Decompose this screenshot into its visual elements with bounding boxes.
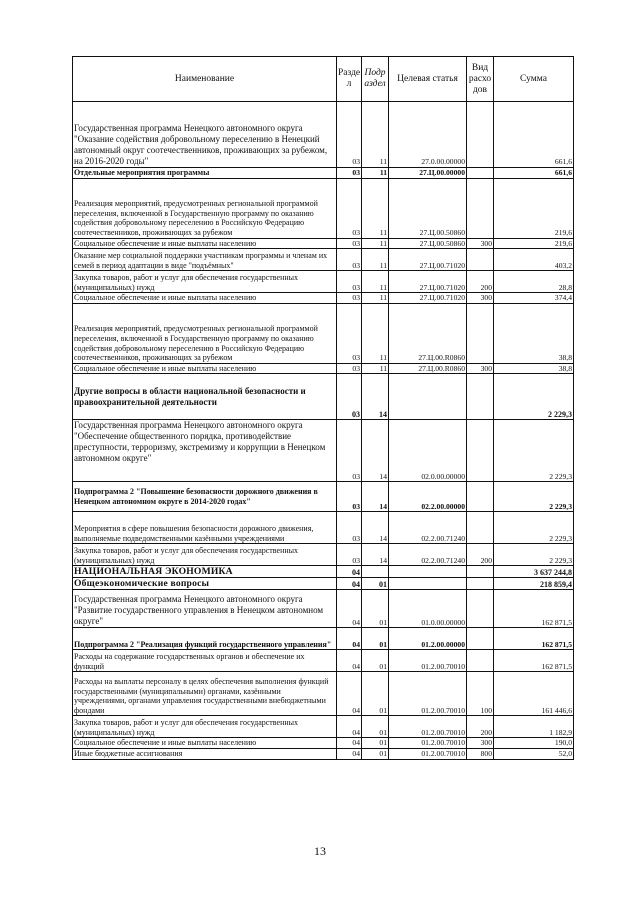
row-subsection: 11 (362, 238, 389, 249)
row-sum: 190,0 (494, 738, 574, 749)
row-target: 27.0.00.00000 (389, 102, 467, 168)
row-target: 27.Ц.00.71020 (389, 249, 467, 271)
row-section: 03 (337, 374, 362, 420)
row-subsection: 11 (362, 271, 389, 293)
row-target: 01.2.00.70010 (389, 650, 467, 672)
row-name: Государственная программа Ненецкого автономного округа "Обеспечение общественного порядка, противодействие преступности, терроризму, экстремизму и коррупции в Ненецком автономном округе" (73, 420, 337, 482)
row-sum: 2 229,3 (494, 420, 574, 482)
row-kind (467, 374, 494, 420)
row-section: 04 (337, 590, 362, 628)
row-subsection: 14 (362, 544, 389, 566)
row-name: НАЦИОНАЛЬНАЯ ЭКОНОМИКА (73, 566, 337, 578)
row-name: Подпрограмма 2 "Повышение безопасности дорожного движения в Ненецком автономном округе в 2014-2020 годах" (73, 482, 337, 512)
table-row (73, 168, 574, 179)
row-target: 27.Ц.00.00000 (389, 168, 467, 179)
header-kind: Вид расхо дов (467, 57, 494, 102)
row-kind (467, 178, 494, 238)
row-sum: 162 871,5 (494, 628, 574, 650)
table-row (73, 738, 574, 749)
row-kind: 300 (467, 293, 494, 304)
row-section: 03 (337, 238, 362, 249)
row-subsection: 14 (362, 374, 389, 420)
row-target: 27.Ц.00.71020 (389, 271, 467, 293)
row-sum: 28,8 (494, 271, 574, 293)
row-name: Закупка товаров, работ и услуг для обеспечения государственных (муниципальных) нужд (73, 271, 337, 293)
row-kind: 300 (467, 363, 494, 374)
row-kind: 800 (467, 748, 494, 759)
row-kind (467, 482, 494, 512)
table-row (73, 178, 574, 238)
row-sum: 661,6 (494, 168, 574, 179)
row-name: Социальное обеспечение и иные выплаты населению (73, 363, 337, 374)
page-number: 13 (314, 844, 326, 858)
table-row (73, 482, 574, 512)
row-target (389, 566, 467, 578)
row-subsection: 14 (362, 512, 389, 544)
budget-table (72, 56, 574, 760)
table-row (73, 512, 574, 544)
row-name: Другие вопросы в области национальной безопасности и правоохранительной деятельности (73, 374, 337, 420)
table-row (73, 748, 574, 759)
row-target: 01.0.00.00000 (389, 590, 467, 628)
row-kind (467, 590, 494, 628)
row-subsection: 11 (362, 363, 389, 374)
table-row (73, 238, 574, 249)
row-section: 04 (337, 716, 362, 738)
row-target: 01.2.00.00000 (389, 628, 467, 650)
row-subsection: 01 (362, 590, 389, 628)
row-target: 02.2.00.71240 (389, 512, 467, 544)
row-subsection: 11 (362, 249, 389, 271)
row-kind (467, 578, 494, 590)
row-name: Мероприятия в сфере повышения безопасности дорожного движения, выполняемые подведомственными казёнными учреждениями (73, 512, 337, 544)
table-row (73, 249, 574, 271)
row-target: 27.Ц.00.R0860 (389, 303, 467, 363)
row-kind: 100 (467, 672, 494, 716)
header-target: Целевая статья (389, 57, 467, 102)
row-section: 03 (337, 271, 362, 293)
row-subsection: 01 (362, 748, 389, 759)
row-target: 02.2.00.71240 (389, 544, 467, 566)
table-row (73, 544, 574, 566)
row-section: 04 (337, 566, 362, 578)
row-sum: 2 229,3 (494, 482, 574, 512)
row-name: Закупка товаров, работ и услуг для обеспечения государственных (муниципальных) нужд (73, 544, 337, 566)
table-row (73, 578, 574, 590)
row-section: 03 (337, 363, 362, 374)
row-name: Подпрограмма 2 "Реализация функций государственного управления" (73, 628, 337, 650)
row-section: 04 (337, 738, 362, 749)
row-sum: 38,8 (494, 303, 574, 363)
table-row (73, 271, 574, 293)
row-section: 03 (337, 249, 362, 271)
row-kind (467, 512, 494, 544)
row-sum: 52,0 (494, 748, 574, 759)
row-sum: 2 229,3 (494, 512, 574, 544)
row-section: 03 (337, 544, 362, 566)
row-sum: 1 182,9 (494, 716, 574, 738)
row-sum: 162 871,5 (494, 590, 574, 628)
row-sum: 218 859,4 (494, 578, 574, 590)
table-row (73, 374, 574, 420)
row-name: Закупка товаров, работ и услуг для обеспечения государственных (муниципальных) нужд (73, 716, 337, 738)
table-row (73, 716, 574, 738)
table-row (73, 420, 574, 482)
row-section: 04 (337, 650, 362, 672)
row-kind: 200 (467, 716, 494, 738)
row-kind (467, 566, 494, 578)
row-section: 04 (337, 672, 362, 716)
row-subsection: 01 (362, 578, 389, 590)
row-target: 01.2.00.70010 (389, 672, 467, 716)
table-row (73, 293, 574, 304)
row-section: 03 (337, 293, 362, 304)
table-row (73, 590, 574, 628)
row-sum: 374,4 (494, 293, 574, 304)
row-kind (467, 650, 494, 672)
header-section: Разде л (337, 57, 362, 102)
row-sum: 403,2 (494, 249, 574, 271)
header-subsection: Подр аздел (362, 57, 389, 102)
row-kind: 200 (467, 544, 494, 566)
row-subsection (362, 566, 389, 578)
table-row (73, 102, 574, 168)
row-name: Отдельные мероприятия программы (73, 168, 337, 179)
row-name: Расходы на выплаты персоналу в целях обеспечения выполнения функций государственными (муниципальными) органами, казёнными учреждениями, органами управления государственными внебюджетными фондами (73, 672, 337, 716)
row-target: 01.2.00.70010 (389, 748, 467, 759)
row-kind (467, 168, 494, 179)
row-section: 03 (337, 512, 362, 544)
row-name: Оказание мер социальной поддержки участникам программы и членам их семей в период адаптации в виде "подъёмных" (73, 249, 337, 271)
row-subsection: 01 (362, 716, 389, 738)
table-row (73, 672, 574, 716)
row-kind: 200 (467, 271, 494, 293)
row-kind: 300 (467, 238, 494, 249)
row-target: 01.2.00.70010 (389, 716, 467, 738)
table-row (73, 628, 574, 650)
row-subsection: 11 (362, 303, 389, 363)
row-sum: 162 871,5 (494, 650, 574, 672)
row-subsection: 14 (362, 420, 389, 482)
header-name: Наименование (73, 57, 337, 102)
row-subsection: 11 (362, 293, 389, 304)
row-sum: 3 637 244,8 (494, 566, 574, 578)
row-section: 04 (337, 628, 362, 650)
row-subsection: 11 (362, 178, 389, 238)
row-target: 01.2.00.70010 (389, 738, 467, 749)
row-sum: 161 446,6 (494, 672, 574, 716)
row-target (389, 578, 467, 590)
header-sum: Сумма (494, 57, 574, 102)
row-target: 27.Ц.00.71020 (389, 293, 467, 304)
row-kind (467, 628, 494, 650)
table-row (73, 363, 574, 374)
row-sum: 661,6 (494, 102, 574, 168)
row-name: Общеэкономические вопросы (73, 578, 337, 590)
row-sum: 2 229,3 (494, 374, 574, 420)
row-section: 03 (337, 482, 362, 512)
row-subsection: 01 (362, 650, 389, 672)
table-row (73, 566, 574, 578)
row-section: 04 (337, 748, 362, 759)
row-name: Государственная программа Ненецкого автономного округа "Оказание содействия добровольному переселению в Ненецкий автономный округ соотечественников, проживающих за рубежом, на 2016-2020 годы" (73, 102, 337, 168)
row-subsection: 11 (362, 168, 389, 179)
row-sum: 219,6 (494, 178, 574, 238)
row-section: 04 (337, 578, 362, 590)
row-target: 02.2.00.00000 (389, 482, 467, 512)
row-kind: 300 (467, 738, 494, 749)
row-subsection: 01 (362, 628, 389, 650)
row-sum: 2 229,3 (494, 544, 574, 566)
row-section: 03 (337, 420, 362, 482)
row-name: Социальное обеспечение и иные выплаты населению (73, 738, 337, 749)
row-section: 03 (337, 102, 362, 168)
row-target: 27.Ц.00.50860 (389, 238, 467, 249)
row-name: Социальное обеспечение и иные выплаты населению (73, 238, 337, 249)
row-name: Иные бюджетные ассигнования (73, 748, 337, 759)
row-name: Расходы на содержание государственных органов и обеспечение их функций (73, 650, 337, 672)
row-section: 03 (337, 303, 362, 363)
table-row (73, 303, 574, 363)
row-kind (467, 303, 494, 363)
row-sum: 38,8 (494, 363, 574, 374)
row-kind (467, 249, 494, 271)
table-header-row (73, 57, 574, 102)
row-target: 02.0.00.00000 (389, 420, 467, 482)
row-subsection: 01 (362, 672, 389, 716)
row-target: 27.Ц.00.R0860 (389, 363, 467, 374)
row-subsection: 11 (362, 102, 389, 168)
row-name: Реализация мероприятий, предусмотренных региональной программой переселения, включенной в Государственную программу по оказанию содействия добровольному переселению в Российскую Федерацию соотечественников, проживающих за рубежом (73, 178, 337, 238)
row-name: Государственная программа Ненецкого автономного округа "Развитие государственного управления в Ненецком автономном округе" (73, 590, 337, 628)
row-target (389, 374, 467, 420)
row-subsection: 01 (362, 738, 389, 749)
row-section: 03 (337, 178, 362, 238)
row-name: Реализация мероприятий, предусмотренных региональной программой переселения, включенной в Государственную программу по оказанию содействия добровольному переселению в Российскую Федерацию соотечественников, проживающих за рубежом (73, 303, 337, 363)
row-kind (467, 420, 494, 482)
row-sum: 219,6 (494, 238, 574, 249)
row-subsection: 14 (362, 482, 389, 512)
row-section: 03 (337, 168, 362, 179)
row-kind (467, 102, 494, 168)
table-row (73, 650, 574, 672)
row-target: 27.Ц.00.50860 (389, 178, 467, 238)
row-name: Социальное обеспечение и иные выплаты населению (73, 293, 337, 304)
